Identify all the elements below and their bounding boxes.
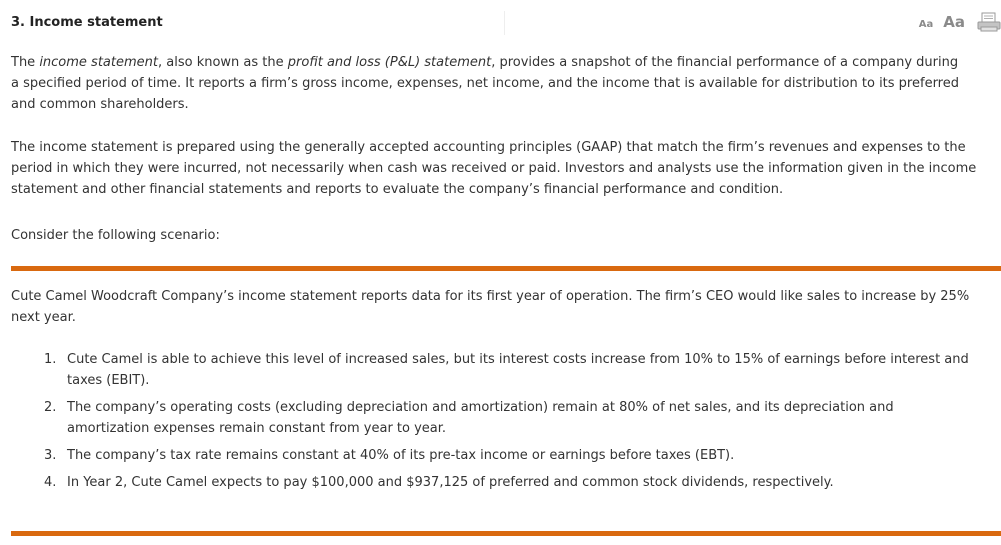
section-header — [11, 15, 1001, 35]
list-item — [11, 397, 971, 439]
p1-text-middle: , also known as the — [158, 55, 288, 70]
list-item-number: 1. — [44, 352, 57, 367]
scenario-bottom-rule — [11, 531, 1001, 536]
scenario-description: Cute Camel Woodcraft Company’s income statement reports data for its first year of operation. The firm’s CEO would like sales to increase by 25% next year. — [11, 289, 970, 325]
list-item-text: The company’s operating costs (excluding depreciation and amortization) remain at 80% of net sales, and its depreciation and amortization expenses remain constant from year to year. — [67, 400, 894, 436]
list-item-number: 3. — [44, 448, 57, 463]
p1-text-end: , provides a snapshot of the financial performance of a company during a specified period of time. It reports a firm’s gross income, expenses, net income, and the income that is available for distribution to its preferred and common shareholders. — [11, 55, 959, 112]
list-item — [11, 445, 971, 466]
scenario-top-rule — [11, 266, 1001, 271]
list-item-text: The company’s tax rate remains constant at 40% of its pre-tax income or earnings before taxes (EBT). — [67, 448, 735, 463]
scenario-assumptions-list — [11, 349, 971, 499]
text-tools — [919, 12, 1001, 32]
section-title: 3. Income statement — [11, 15, 163, 30]
header-divider — [504, 11, 505, 35]
list-item-number: 2. — [44, 400, 57, 415]
p1-text-start: The — [11, 55, 40, 70]
decrease-font-button[interactable]: Aa — [918, 19, 934, 30]
consider-scenario-text: Consider the following scenario: — [11, 228, 220, 243]
p1-term-income-statement: income statement — [39, 55, 158, 70]
increase-font-button[interactable]: Aa — [943, 13, 965, 31]
intro-paragraph-2: The income statement is prepared using the generally accepted accounting principles (GAAP) that match the firm’s revenues and expenses to the period in which they were incurred, not necessarily when cash was received or paid. Investors and analysts use the information given in the income statement and other financial statements and reports to evaluate the company’s financial performance and condition. — [11, 140, 977, 197]
list-item — [11, 472, 971, 493]
list-item-text: Cute Camel is able to achieve this level of increased sales, but its interest costs increase from 10% to 15% of earnings before interest and taxes (EBIT). — [67, 352, 969, 388]
list-item — [11, 349, 971, 391]
print-icon[interactable] — [977, 12, 1001, 32]
p1-term-pl-statement: profit and loss (P&L) statement — [287, 55, 492, 70]
list-item-text: In Year 2, Cute Camel expects to pay $100,000 and $937,125 of preferred and common stock dividends, respectively. — [67, 475, 834, 490]
list-item-number: 4. — [44, 475, 57, 490]
intro-paragraph-1 — [11, 52, 961, 115]
